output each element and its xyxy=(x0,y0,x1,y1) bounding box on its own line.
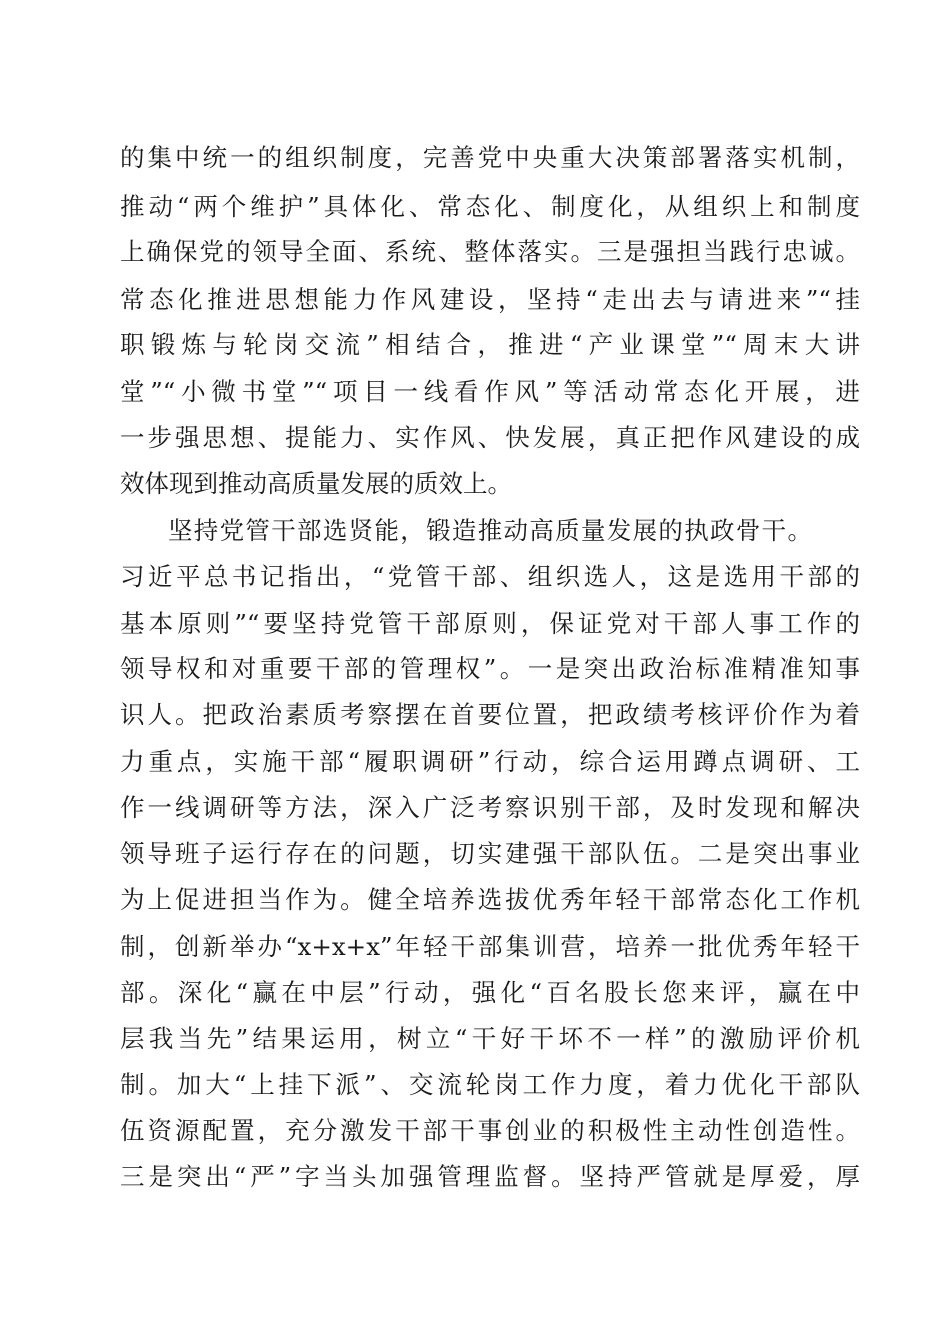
paragraph-start-line: 坚持党管干部选贤能，锻造推动高质量发展的执政骨干。 xyxy=(168,516,812,545)
text-line: 职锻炼与轮岗交流”相结合，推进“产业课堂”“周末大讲 xyxy=(120,330,860,359)
text-line: 制。加大“上挂下派”、交流轮岗工作力度，着力优化干部队 xyxy=(120,1070,860,1099)
text-line: 习近平总书记指出，“党管干部、组织选人，这是选用干部的 xyxy=(120,562,860,591)
text-line: 部。深化“赢在中层”行动，强化“百名股长您来评，赢在中 xyxy=(120,978,860,1007)
text-line: 常态化推进思想能力作风建设，坚持“走出去与请进来”“挂 xyxy=(120,285,860,314)
text-line: 识人。把政治素质考察摆在首要位置，把政绩考核评价作为着 xyxy=(120,700,860,729)
text-line: 作一线调研等方法，深入广泛考察识别干部，及时发现和解决 xyxy=(120,793,860,822)
text-line: 上确保党的领导全面、系统、整体落实。三是强担当践行忠诚。 xyxy=(120,237,860,266)
text-line: 推动“两个维护”具体化、常态化、制度化，从组织上和制度 xyxy=(120,192,860,221)
text-line: 领导权和对重要干部的管理权”。一是突出政治标准精准知事 xyxy=(120,654,860,683)
text-line: 三是突出“严”字当头加强管理监督。坚持严管就是厚爱，厚 xyxy=(120,1162,860,1191)
text-line: 基本原则”“要坚持党管干部原则，保证党对干部人事工作的 xyxy=(120,609,860,638)
text-line: 为上促进担当作为。健全培养选拔优秀年轻干部常态化工作机 xyxy=(120,885,860,914)
text-line: 领导班子运行存在的问题，切实建强干部队伍。二是突出事业 xyxy=(120,839,860,868)
text-line: 制，创新举办“x+x+x”年轻干部集训营，培养一批优秀年轻干 xyxy=(120,932,860,961)
paragraph-end-line: 效体现到推动高质量发展的质效上。 xyxy=(120,469,512,498)
text-line: 一步强思想、提能力、实作风、快发展，真正把作风建设的成 xyxy=(120,423,860,452)
text-line: 力重点，实施干部“履职调研”行动，综合运用蹲点调研、工 xyxy=(120,747,860,776)
text-line: 的集中统一的组织制度，完善党中央重大决策部署落实机制， xyxy=(120,143,860,172)
text-line: 层我当先”结果运用，树立“干好干坏不一样”的激励评价机 xyxy=(120,1024,860,1053)
text-line: 伍资源配置，充分激发干部干事创业的积极性主动性创造性。 xyxy=(120,1116,860,1145)
text-line: 堂”“小微书堂”“项目一线看作风”等活动常态化开展，进 xyxy=(120,377,860,406)
